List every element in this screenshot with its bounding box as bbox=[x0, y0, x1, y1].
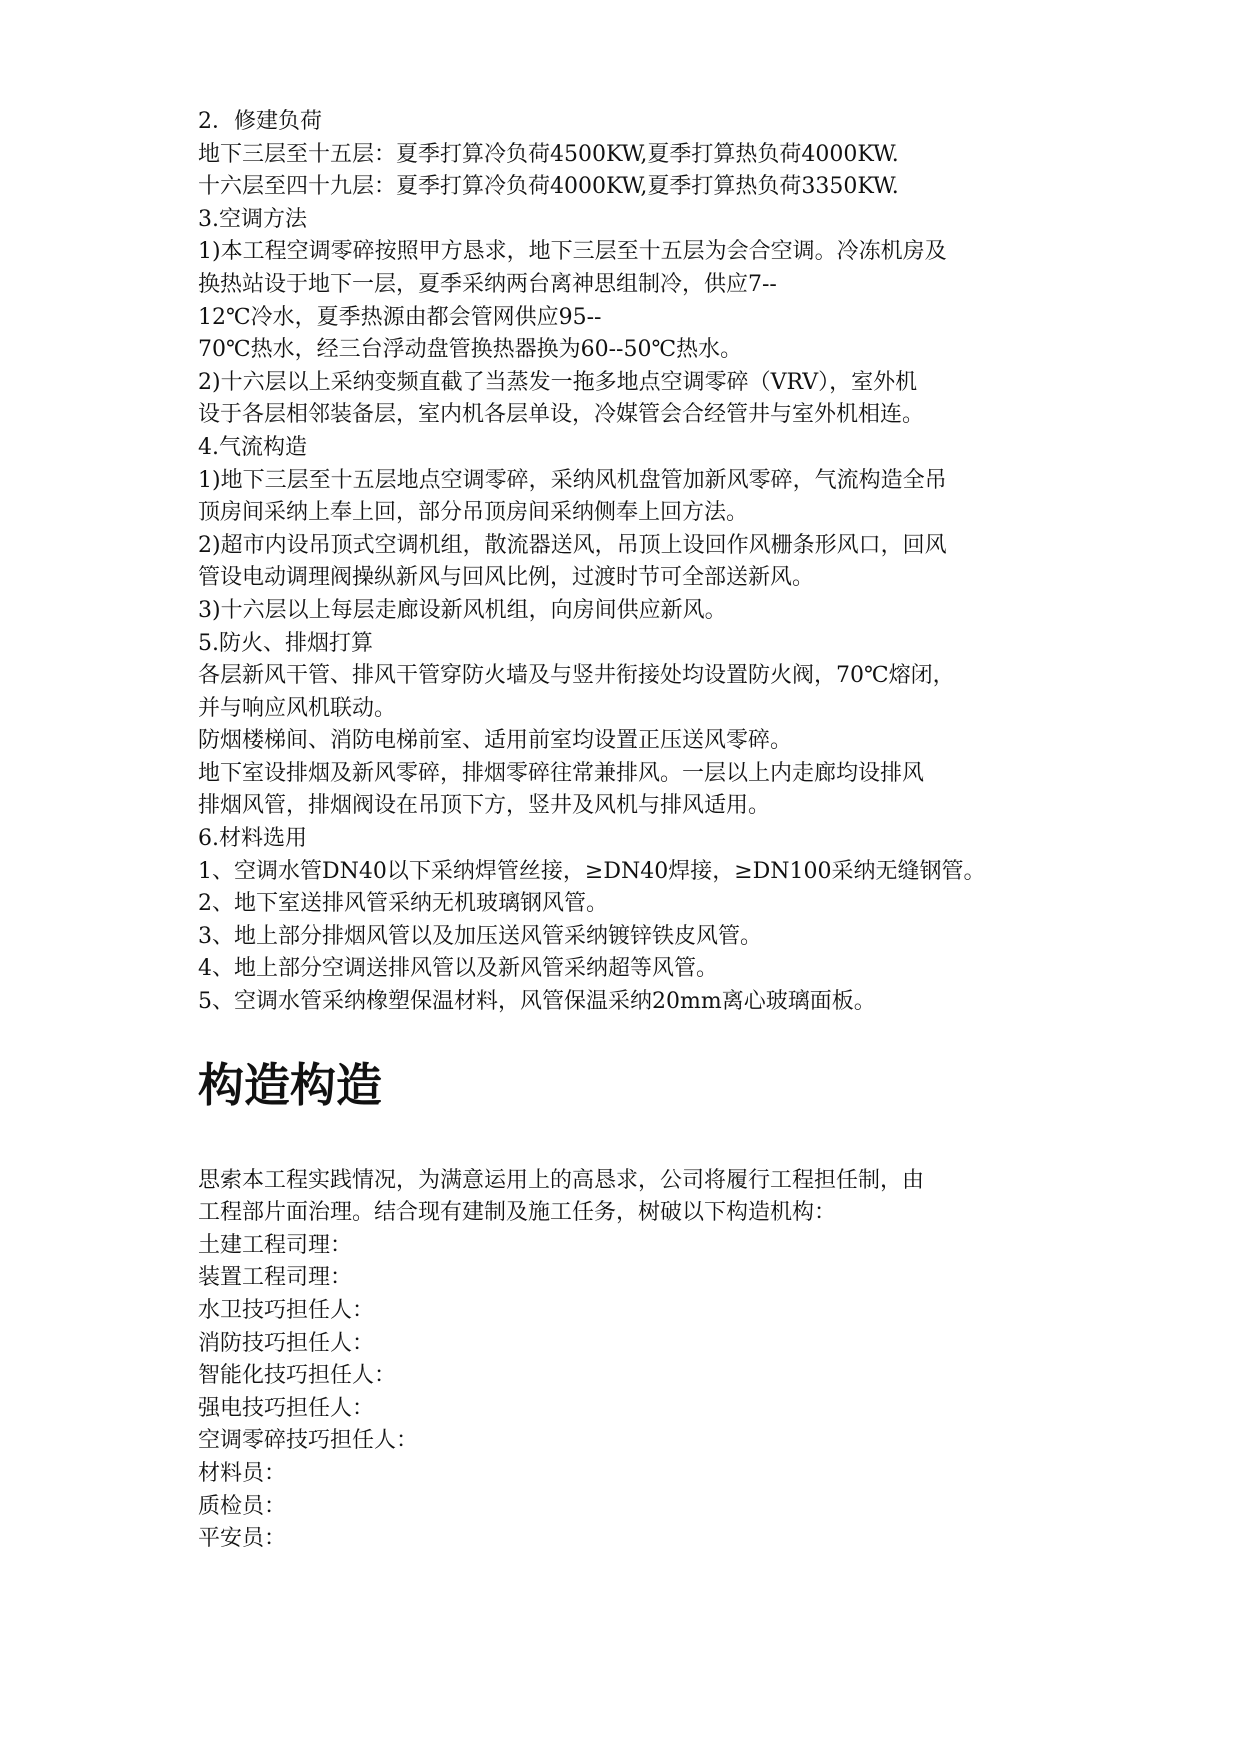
role-line: 土建工程司理： bbox=[198, 1232, 353, 1258]
list-item: 3、地上部分排烟风管以及加压送风管采纳镀锌铁皮风管。 bbox=[198, 923, 762, 949]
text-line: 3)十六层以上每层走廊设新风机组，向房间供应新风。 bbox=[198, 597, 727, 623]
section-heading: 6.材料选用 bbox=[198, 826, 307, 852]
text-line: 思索本工程实践情况，为满意运用上的高恳求，公司将履行工程担任制，由 bbox=[198, 1167, 925, 1193]
text-line: 设于各层相邻装备层，室内机各层单设，冷媒管会合经管井与室外机相连。 bbox=[198, 402, 925, 428]
list-item: 1、空调水管DN40以下采纳焊管丝接，≥DN40焊接，≥DN100采纳无缝钢管。 bbox=[198, 858, 986, 884]
text-line: 十六层至四十九层：夏季打算冷负荷4000KW,夏季打算热负荷3350KW. bbox=[198, 174, 899, 200]
section-heading: 5.防火、排烟打算 bbox=[198, 630, 373, 656]
section-heading: 4.气流构造 bbox=[198, 434, 307, 460]
text-line: 1)地下三层至十五层地点空调零碎，采纳风机盘管加新风零碎，气流构造全吊 bbox=[198, 467, 947, 493]
text-line: 工程部片面治理。结合现有建制及施工任务，树破以下构造机构： bbox=[198, 1200, 837, 1226]
spacer bbox=[198, 1019, 1078, 1055]
text-line: 防烟楼梯间、消防电梯前室、适用前室均设置正压送风零碎。 bbox=[198, 728, 793, 754]
section-organization bbox=[198, 1165, 1078, 1556]
section-air-conditioning bbox=[198, 106, 1078, 1019]
spacer bbox=[198, 1115, 1078, 1165]
section-title: 构造构造 bbox=[198, 1057, 382, 1112]
role-line: 装置工程司理： bbox=[198, 1265, 353, 1291]
text-line: 管设电动调理阀操纵新风与回风比例，过渡时节可全部送新风。 bbox=[198, 565, 815, 591]
role-line: 水卫技巧担任人： bbox=[198, 1298, 375, 1323]
list-item: 5、空调水管采纳橡塑保温材料，风管保温采纳20mm离心玻璃面板。 bbox=[198, 989, 876, 1015]
text-line: 并与响应风机联动。 bbox=[198, 695, 397, 721]
list-item: 2、地下室送排风管采纳无机玻璃钢风管。 bbox=[198, 891, 608, 917]
role-line: 强电技巧担任人： bbox=[198, 1395, 375, 1421]
text-line: 各层新风干管、排风干管穿防火墙及与竖井衔接处均设置防火阀，70℃熔闭， bbox=[198, 663, 955, 689]
list-item: 4、地上部分空调送排风管以及新风管采纳超等风管。 bbox=[198, 956, 718, 982]
text-line: 1)本工程空调零碎按照甲方恳求，地下三层至十五层为会合空调。冷冻机房及 bbox=[198, 239, 947, 265]
text-line: 地下室设排烟及新风零碎，排烟零碎往常兼排风。一层以上内走廊均设排风 bbox=[198, 760, 925, 786]
role-line: 消防技巧担任人： bbox=[198, 1330, 375, 1356]
role-line: 智能化技巧担任人： bbox=[198, 1363, 397, 1389]
text-line: 2)超市内设吊顶式空调机组，散流器送风，吊顶上设回作风栅条形风口，回风 bbox=[198, 532, 947, 558]
text-line: 地下三层至十五层：夏季打算冷负荷4500KW,夏季打算热负荷4000KW. bbox=[198, 141, 899, 167]
document-page bbox=[198, 106, 1078, 1556]
text-line: 12℃冷水，夏季热源由都会管网供应95-- bbox=[198, 304, 602, 330]
role-line: 平安员： bbox=[198, 1526, 287, 1552]
text-line: 顶房间采纳上奉上回，部分吊顶房间采纳侧奉上回方法。 bbox=[198, 500, 749, 526]
section-heading: 2．修建负荷 bbox=[198, 109, 322, 134]
section-heading: 3.空调方法 bbox=[198, 206, 307, 232]
role-line: 材料员： bbox=[198, 1460, 287, 1486]
text-line: 70℃热水，经三台浮动盘管换热器换为60--50℃热水。 bbox=[198, 337, 743, 363]
text-line: 2)十六层以上采纳变频直截了当蒸发一拖多地点空调零碎（VRV），室外机 bbox=[198, 369, 918, 395]
role-line: 质检员： bbox=[198, 1493, 287, 1519]
text-line: 换热站设于地下一层，夏季采纳两台离神思组制冷，供应7-- bbox=[198, 271, 777, 297]
role-line: 空调零碎技巧担任人： bbox=[198, 1428, 419, 1454]
text-line: 排烟风管，排烟阀设在吊顶下方，竖井及风机与排风适用。 bbox=[198, 793, 771, 819]
